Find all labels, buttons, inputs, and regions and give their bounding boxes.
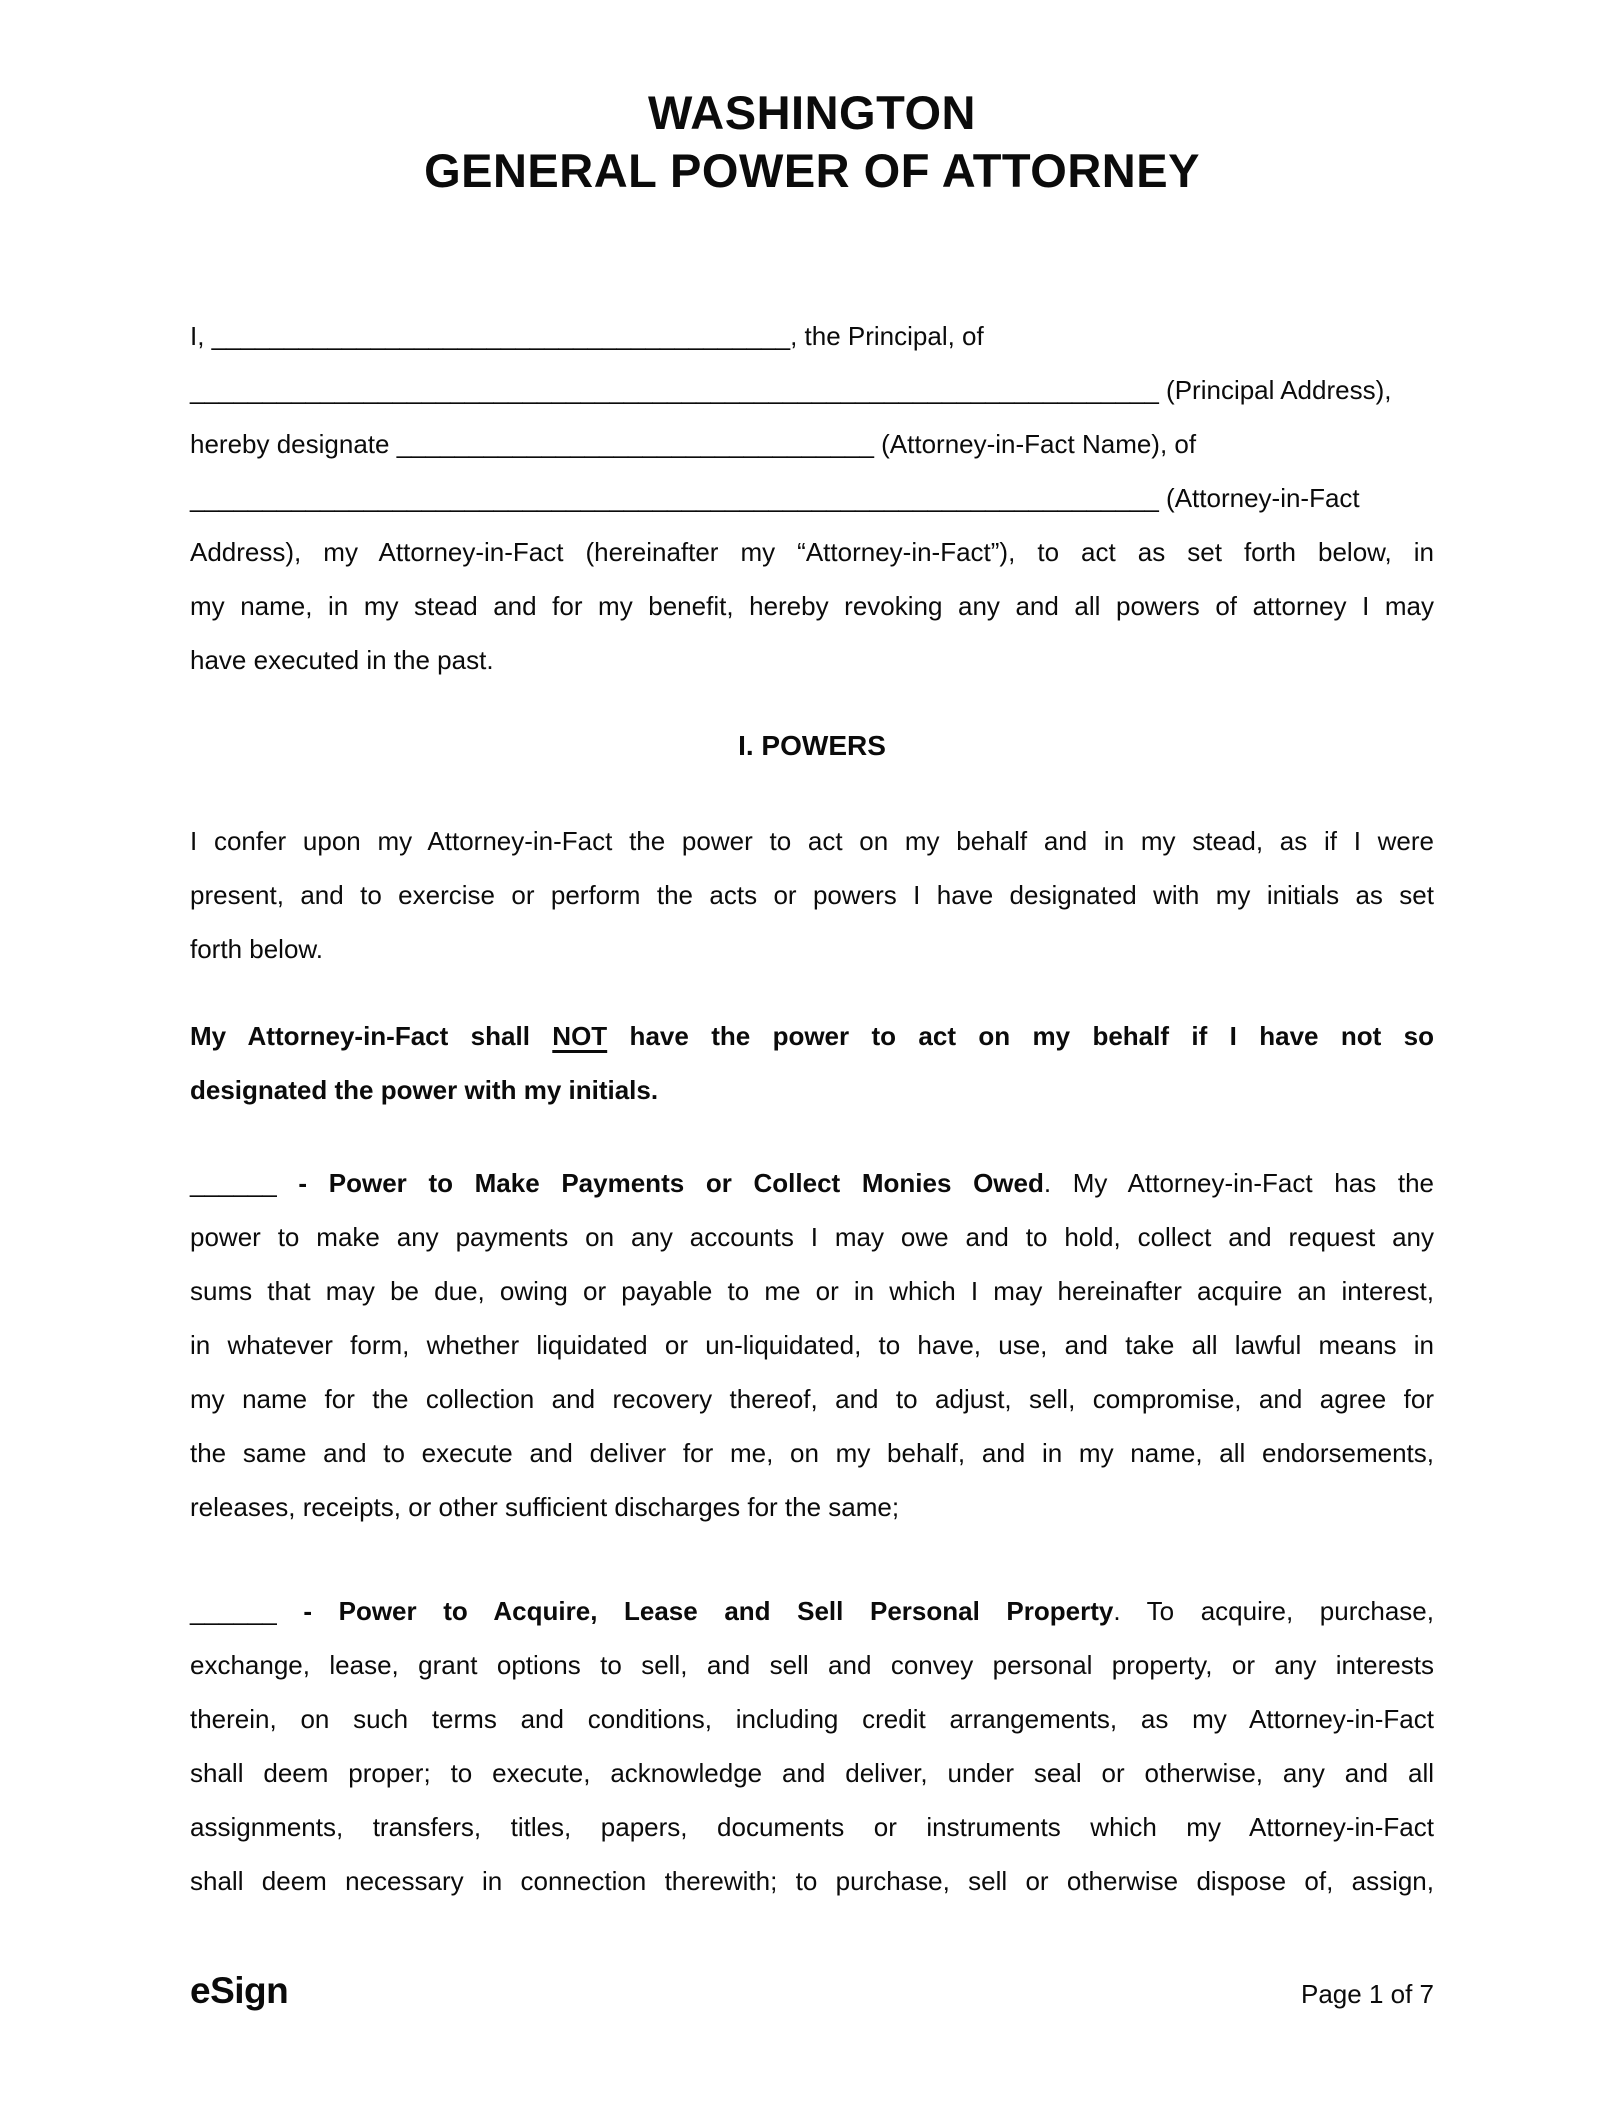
text-line xyxy=(190,633,1434,687)
text-segment: (Attorney-in-Fact Name), of xyxy=(873,429,1197,459)
blank-field: _________________________________ xyxy=(396,429,874,459)
text-segment: have executed in the past. xyxy=(190,645,494,675)
text-segment: sums that may be due, owing or payable to me or in which I may hereinafter acquire an interest, xyxy=(190,1276,1434,1306)
text-segment: therein, on such terms and conditions, including credit arrangements, as my Attorney-in-Fact xyxy=(190,1704,1434,1734)
text-line xyxy=(190,417,1434,471)
text-segment: present, and to exercise or perform the acts or powers I have designated with my initials as set xyxy=(190,880,1434,910)
text-segment: assignments, transfers, titles, papers, documents or instruments which my Attorney-in-Fact xyxy=(190,1812,1434,1842)
text-segment: power to make any payments on any accounts I may owe and to hold, collect and request any xyxy=(190,1222,1434,1252)
text-segment: exchange, lease, grant options to sell, and sell and convey personal property, or any interests xyxy=(190,1650,1434,1680)
text-line xyxy=(190,922,1434,976)
text-segment: , the Principal, of xyxy=(790,321,984,351)
text-line xyxy=(190,1426,1434,1480)
text-line xyxy=(190,363,1434,417)
text-segment: - Power to Acquire, Lease and Sell Personal Property xyxy=(276,1596,1114,1626)
text-segment: (Attorney-in-Fact xyxy=(1158,483,1360,513)
powers-section-heading: I. POWERS xyxy=(738,730,886,761)
blank-field: ________________________________________ xyxy=(211,321,791,351)
text-segment: I, xyxy=(190,321,212,351)
text-line xyxy=(190,1063,1434,1117)
esign-logo: eSign xyxy=(190,1970,289,2011)
page-number-indicator: Page 1 of 7 xyxy=(1301,1979,1434,2009)
text-segment: . To acquire, purchase, xyxy=(1113,1596,1434,1626)
text-segment: releases, receipts, or other sufficient discharges for the same; xyxy=(190,1492,900,1522)
document-title xyxy=(190,84,1434,200)
powers-intro-paragraph xyxy=(190,814,1434,976)
text-segment: I confer upon my Attorney-in-Fact the power to act on my behalf and in my stead, as if I were xyxy=(190,826,1434,856)
text-segment: forth below. xyxy=(190,934,323,964)
text-segment: have the power to act on my behalf if I have not so xyxy=(607,1021,1434,1051)
text-line xyxy=(190,1009,1434,1063)
power-payments-paragraph xyxy=(190,1156,1434,1534)
text-line xyxy=(190,309,1434,363)
blank-field: ___________________________________________________________________ xyxy=(190,483,1159,513)
text-line xyxy=(190,1480,1434,1534)
text-segment: my name for the collection and recovery thereof, and to adjust, sell, compromise, and agree for xyxy=(190,1384,1434,1414)
text-segment: shall deem proper; to execute, acknowledge and deliver, under seal or otherwise, any and all xyxy=(190,1758,1434,1788)
text-line xyxy=(190,1584,1434,1638)
text-line xyxy=(190,1210,1434,1264)
power-personal-property-paragraph xyxy=(190,1584,1434,1908)
text-segment: designated the power with my initials. xyxy=(190,1075,659,1105)
text-line xyxy=(190,579,1434,633)
blank-field: ______ xyxy=(190,1596,277,1626)
text-segment: the same and to execute and deliver for me, on my behalf, and in my name, all endorsements, xyxy=(190,1438,1434,1468)
blank-field: ______ xyxy=(190,1168,277,1198)
text-segment: my name, in my stead and for my benefit, hereby revoking any and all powers of attorney I may xyxy=(190,591,1434,621)
text-segment: - Power to Make Payments or Collect Monies Owed xyxy=(276,1168,1044,1198)
text-line xyxy=(190,1156,1434,1210)
text-line xyxy=(190,1638,1434,1692)
text-segment: (Principal Address), xyxy=(1158,375,1392,405)
text-line xyxy=(190,1264,1434,1318)
text-line xyxy=(190,1746,1434,1800)
text-line xyxy=(190,1692,1434,1746)
text-line xyxy=(190,1854,1434,1908)
text-segment: Address), my Attorney-in-Fact (hereinafter my “Attorney-in-Fact”), to act as set forth below, in xyxy=(190,537,1434,567)
text-line xyxy=(190,1372,1434,1426)
text-line xyxy=(190,1800,1434,1854)
text-segment: in whatever form, whether liquidated or un-liquidated, to have, use, and take all lawful means in xyxy=(190,1330,1434,1360)
text-line xyxy=(190,868,1434,922)
opening-paragraph xyxy=(190,309,1434,687)
text-line xyxy=(190,525,1434,579)
text-segment: NOT xyxy=(552,1021,608,1051)
text-line xyxy=(190,814,1434,868)
blank-field: ___________________________________________________________________ xyxy=(190,375,1159,405)
document-title-line-1: WASHINGTON xyxy=(648,86,976,139)
text-line xyxy=(190,471,1434,525)
text-line xyxy=(190,1318,1434,1372)
text-segment: shall deem necessary in connection therewith; to purchase, sell or otherwise dispose of, assign, xyxy=(190,1866,1434,1896)
text-segment: . My Attorney-in-Fact has the xyxy=(1043,1168,1435,1198)
text-segment: My Attorney-in-Fact shall xyxy=(190,1021,553,1051)
text-segment: hereby designate xyxy=(190,429,397,459)
initials-warning-paragraph xyxy=(190,1009,1434,1117)
page-footer xyxy=(190,1970,1434,2012)
document-title-line-2: GENERAL POWER OF ATTORNEY xyxy=(424,144,1200,197)
